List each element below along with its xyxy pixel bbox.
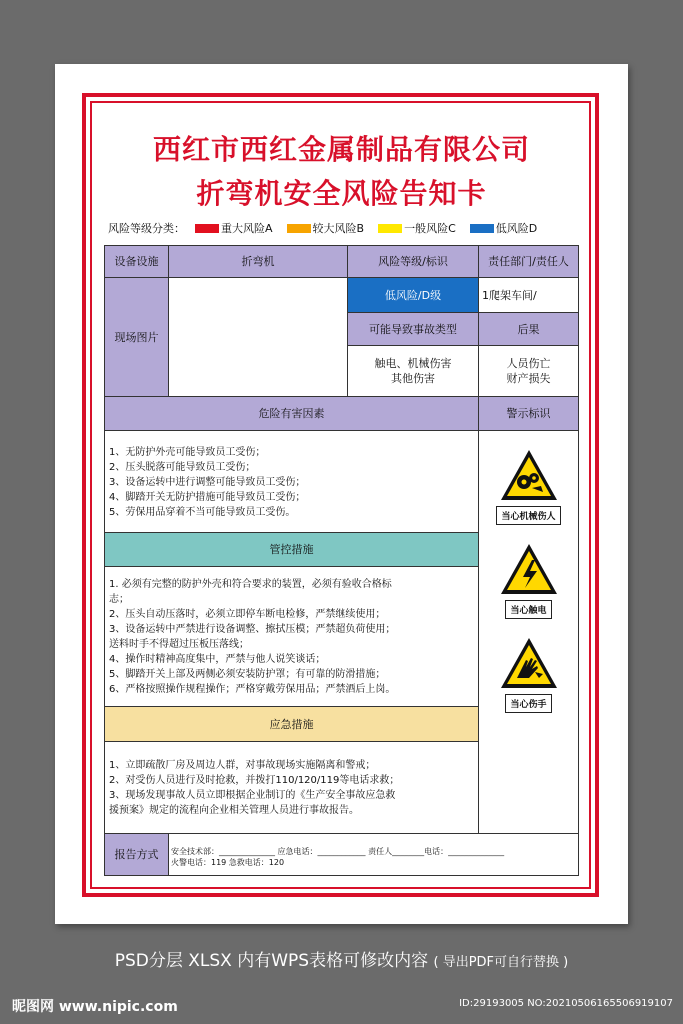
control-item: 6、严格按照操作规程操作；严格穿戴劳保用品；严禁酒后上岗。 xyxy=(109,684,396,695)
accident-type-line1: 触电、机械伤害 xyxy=(374,357,452,370)
responsible-label: 责任部门/责任人 xyxy=(478,245,579,278)
hazard-item: 5、劳保用品穿着不当可能导致员工受伤。 xyxy=(109,507,296,518)
report-emergency-numbers: 火警电话：119 急救电话：120 xyxy=(171,858,285,867)
control-label: 管控措施 xyxy=(104,532,479,567)
sign-mechanical-label: 当心机械伤人 xyxy=(496,506,560,525)
accident-type-label: 可能导致事故类型 xyxy=(347,312,479,346)
accident-type-line2: 其他伤害 xyxy=(391,372,435,385)
sign-hand xyxy=(478,636,579,713)
legend-item-d: 低风险D xyxy=(495,222,538,235)
responsible-value: 1爬架车间/ xyxy=(478,277,579,313)
hazard-item: 4、脚踏开关无防护措施可能导致员工受伤； xyxy=(109,492,306,503)
control-item: 4、操作时精神高度集中，严禁与他人说笑谈话； xyxy=(109,654,326,665)
legend-item-a: 重大风险A xyxy=(221,222,273,235)
sign-mechanical xyxy=(478,448,579,525)
report-contacts: 安全技术部：______________ 应急电话：____________ 责任人________电话：______________ xyxy=(171,847,505,856)
sign-electric xyxy=(478,542,579,619)
emergency-label: 应急措施 xyxy=(104,706,479,742)
site-photo-label: 现场图片 xyxy=(104,277,169,397)
consequence-line2: 财产损失 xyxy=(506,372,551,385)
legend-item-b: 较大风险B xyxy=(312,222,365,235)
consequence-value xyxy=(478,345,579,397)
equipment-label: 设备设施 xyxy=(104,245,169,278)
sign-hand-label: 当心伤手 xyxy=(505,694,551,713)
risk-legend xyxy=(108,220,578,236)
control-item: 1. 必须有完整的防护外壳和符合要求的装置，必须有验收合格标 xyxy=(109,579,392,590)
legend-item-c: 一般风险C xyxy=(404,222,456,235)
controls-list xyxy=(104,566,479,707)
control-item: 志； xyxy=(109,594,129,605)
accident-type-value xyxy=(347,345,479,397)
legend-swatch-d xyxy=(470,224,494,233)
control-item: 3、设备运转中严禁进行设备调整、擦拭压模；严禁超负荷使用； xyxy=(109,624,396,635)
consequence-line1: 人员伤亡 xyxy=(506,357,551,370)
legend-swatch-b xyxy=(287,224,311,233)
mechanical-injury-icon xyxy=(499,448,559,502)
hazard-item: 1、无防护外壳可能导致员工受伤； xyxy=(109,447,266,458)
electric-shock-icon xyxy=(499,542,559,596)
consequence-label: 后果 xyxy=(478,312,579,346)
equipment-value: 折弯机 xyxy=(168,245,348,278)
risk-level-value: 低风险/D级 xyxy=(347,277,479,313)
hazards-list xyxy=(104,430,479,533)
banner-note: ( 导出PDF可自行替换 ) xyxy=(433,955,569,970)
hazard-item: 3、设备运转中进行调整可能导致员工受伤； xyxy=(109,477,306,488)
card-title: 折弯机安全风险告知卡 xyxy=(196,177,487,210)
emergency-list xyxy=(104,741,479,834)
emergency-item: 1、立即疏散厂房及周边人群，对事故现场实施隔离和警戒； xyxy=(109,760,376,771)
bottom-banner xyxy=(0,946,683,971)
company-title: 西红市西红金属制品有限公司 xyxy=(152,133,530,166)
hand-injury-icon xyxy=(499,636,559,690)
banner-main: PSD分层 XLSX 内有WPS表格可修改内容 xyxy=(114,951,429,971)
site-photo-area xyxy=(168,277,348,397)
watermark-logo: 昵图网 www.nipic.com xyxy=(12,999,178,1015)
emergency-item: 2、对受伤人员进行及时抢救，并拨打110/120/119等电话求救； xyxy=(109,775,400,786)
control-item: 5、脚踏开关上部及两侧必须安装防护罩；有可靠的防滑措施； xyxy=(109,669,386,680)
emergency-item: 3、现场发现事故人员立即根据企业制订的《生产安全事故应急救 xyxy=(109,790,396,801)
hazards-label: 危险有害因素 xyxy=(104,396,479,431)
legend-swatch-a xyxy=(195,224,219,233)
control-item: 送料时手不得超过压板压落线； xyxy=(109,639,249,650)
sign-electric-label: 当心触电 xyxy=(505,600,551,619)
risk-level-label: 风险等级/标识 xyxy=(347,245,479,278)
legend-swatch-c xyxy=(378,224,402,233)
legend-label: 风险等级分类： xyxy=(108,222,185,235)
emergency-item: 援预案》规定的流程向企业相关管理人员进行事故报告。 xyxy=(109,805,359,816)
control-item: 2、压头自动压落时，必须立即停车断电检修，严禁继续使用； xyxy=(109,609,386,620)
report-label: 报告方式 xyxy=(104,833,169,876)
warning-label: 警示标识 xyxy=(478,396,579,431)
watermark-id: ID:29193005 NO:20210506165506919107 xyxy=(459,998,673,1009)
hazard-item: 2、压头脱落可能导致员工受伤； xyxy=(109,462,256,473)
